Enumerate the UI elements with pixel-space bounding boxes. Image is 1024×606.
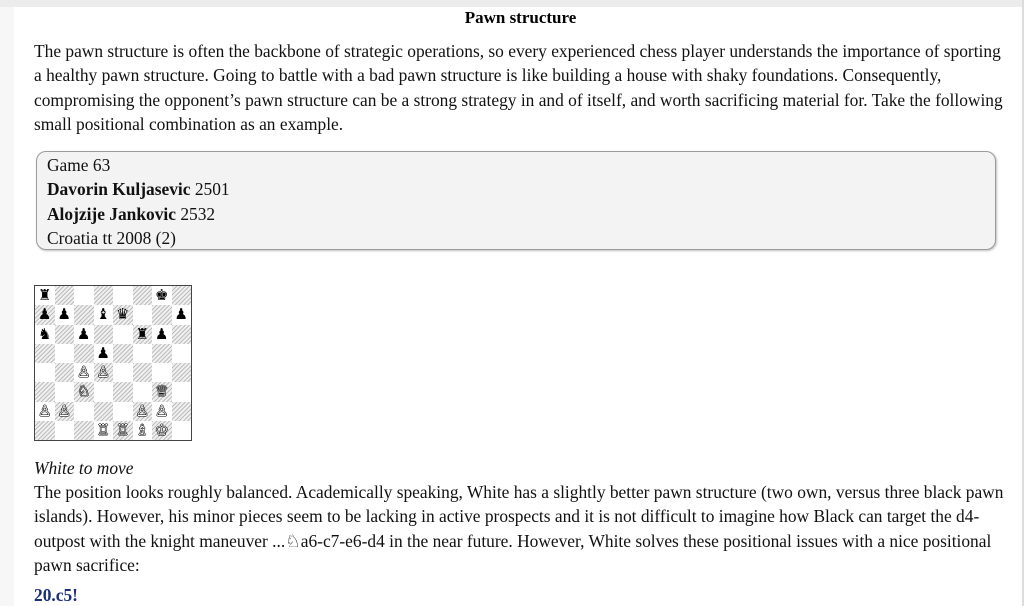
square-g8 bbox=[152, 286, 172, 305]
square-c6 bbox=[74, 325, 94, 344]
square-g1 bbox=[152, 421, 172, 440]
square-h5 bbox=[172, 344, 192, 363]
square-d1 bbox=[94, 421, 114, 440]
chess-piece: ♟ bbox=[77, 324, 91, 343]
square-a8 bbox=[35, 286, 55, 305]
chess-piece: ♙ bbox=[38, 401, 52, 420]
square-b2 bbox=[55, 402, 75, 421]
square-g2 bbox=[152, 402, 172, 421]
square-f3 bbox=[133, 382, 153, 401]
square-f4 bbox=[133, 363, 153, 382]
square-d8 bbox=[94, 286, 114, 305]
black-player-rating: 2532 bbox=[180, 203, 216, 224]
square-b1 bbox=[55, 421, 75, 440]
square-h6 bbox=[172, 325, 192, 344]
white-player-rating: 2501 bbox=[194, 179, 230, 200]
square-d5 bbox=[94, 344, 114, 363]
square-c2 bbox=[74, 402, 94, 421]
square-c7 bbox=[74, 305, 94, 324]
intro-paragraph: The pawn structure is often the backbone of strategic operations, so every experienced chess player understands the importance of sporting a healthy pawn structure. Going to battle with a bad pawn structure is like building a house with shaky foundations. Consequently, compromising the opponent’s pawn structure can be a strong strategy in and of itself, and worth sacrificing material for. Take the following small positional combination as an example. bbox=[34, 41, 1003, 134]
square-d3 bbox=[94, 382, 114, 401]
square-h4 bbox=[172, 363, 192, 382]
square-f6 bbox=[133, 325, 153, 344]
square-d2 bbox=[94, 402, 114, 421]
square-e6 bbox=[113, 325, 133, 344]
move-notation[interactable]: 20.c5! bbox=[34, 585, 78, 605]
chess-piece: ♞ bbox=[38, 324, 52, 343]
black-player bbox=[47, 202, 995, 226]
square-e2 bbox=[113, 402, 133, 421]
square-a1 bbox=[35, 421, 55, 440]
chess-piece: ♟ bbox=[57, 305, 71, 324]
square-g6 bbox=[152, 325, 172, 344]
chess-piece: ♖ bbox=[96, 420, 110, 439]
square-g3 bbox=[152, 382, 172, 401]
square-e3 bbox=[113, 382, 133, 401]
square-h8 bbox=[172, 286, 192, 305]
chess-piece: ♔ bbox=[155, 420, 169, 439]
square-b7 bbox=[55, 305, 75, 324]
square-e1 bbox=[113, 421, 133, 440]
square-a7 bbox=[35, 305, 55, 324]
chess-piece: ♜ bbox=[135, 324, 149, 343]
chess-piece: ♛ bbox=[116, 305, 130, 324]
square-h1 bbox=[172, 421, 192, 440]
top-edge bbox=[0, 0, 1024, 7]
chess-piece: ♝ bbox=[96, 305, 110, 324]
square-f7 bbox=[133, 305, 153, 324]
square-a3 bbox=[35, 382, 55, 401]
section-title: Pawn structure bbox=[464, 8, 577, 27]
square-h2 bbox=[172, 402, 192, 421]
white-player-name: Davorin Kuljasevic bbox=[47, 179, 191, 200]
square-a5 bbox=[35, 344, 55, 363]
square-h7 bbox=[172, 305, 192, 324]
square-h3 bbox=[172, 382, 192, 401]
square-a4 bbox=[35, 363, 55, 382]
analysis-paragraph: The position looks roughly balanced. Academically speaking, White has a slightly better pawn structure (two own, versus three black pawn islands). However, his minor pieces seem to be lacking in active prospects and it is not difficult to imagine how Black can target the d4-outpost with the knight maneuver ...♘a6-c7-e6-d4 in the near future. However, White solves these positional issues with a nice positional pawn sacrifice: bbox=[34, 482, 1004, 575]
square-b8 bbox=[55, 286, 75, 305]
game-header-box bbox=[36, 151, 996, 250]
chess-piece: ♟ bbox=[38, 305, 52, 324]
chess-piece: ♙ bbox=[96, 363, 110, 382]
game-event: Croatia tt 2008 (2) bbox=[47, 227, 176, 248]
square-e4 bbox=[113, 363, 133, 382]
square-f2 bbox=[133, 402, 153, 421]
chess-piece: ♘ bbox=[77, 382, 91, 401]
black-player-name: Alojzije Jankovic bbox=[47, 203, 176, 224]
chess-piece: ♙ bbox=[57, 401, 71, 420]
diagram-caption: White to move bbox=[34, 458, 134, 478]
chess-piece: ♜ bbox=[38, 286, 52, 305]
square-e8 bbox=[113, 286, 133, 305]
white-player bbox=[47, 177, 995, 201]
square-d4 bbox=[94, 363, 114, 382]
square-c1 bbox=[74, 421, 94, 440]
square-c5 bbox=[74, 344, 94, 363]
chess-board bbox=[35, 286, 191, 440]
chess-piece: ♟ bbox=[96, 343, 110, 362]
chess-piece: ♚ bbox=[155, 286, 169, 305]
square-g5 bbox=[152, 344, 172, 363]
square-f8 bbox=[133, 286, 153, 305]
chess-piece: ♙ bbox=[135, 401, 149, 420]
square-d7 bbox=[94, 305, 114, 324]
square-e7 bbox=[113, 305, 133, 324]
square-b5 bbox=[55, 344, 75, 363]
square-d6 bbox=[94, 325, 114, 344]
square-g4 bbox=[152, 363, 172, 382]
square-e5 bbox=[113, 344, 133, 363]
square-f1 bbox=[133, 421, 153, 440]
chess-piece: ♟ bbox=[174, 305, 188, 324]
square-c4 bbox=[74, 363, 94, 382]
chess-piece: ♙ bbox=[77, 363, 91, 382]
game-number: Game 63 bbox=[47, 155, 111, 175]
chess-piece: ♟ bbox=[155, 324, 169, 343]
square-c3 bbox=[74, 382, 94, 401]
square-b3 bbox=[55, 382, 75, 401]
square-b6 bbox=[55, 325, 75, 344]
square-f5 bbox=[133, 344, 153, 363]
square-g7 bbox=[152, 305, 172, 324]
square-b4 bbox=[55, 363, 75, 382]
chess-piece: ♕ bbox=[155, 382, 169, 401]
square-c8 bbox=[74, 286, 94, 305]
chess-piece: ♗ bbox=[135, 420, 149, 439]
chess-piece: ♙ bbox=[155, 401, 169, 420]
square-a2 bbox=[35, 402, 55, 421]
square-a6 bbox=[35, 325, 55, 344]
chess-piece: ♖ bbox=[116, 420, 130, 439]
chess-diagram bbox=[34, 285, 192, 441]
